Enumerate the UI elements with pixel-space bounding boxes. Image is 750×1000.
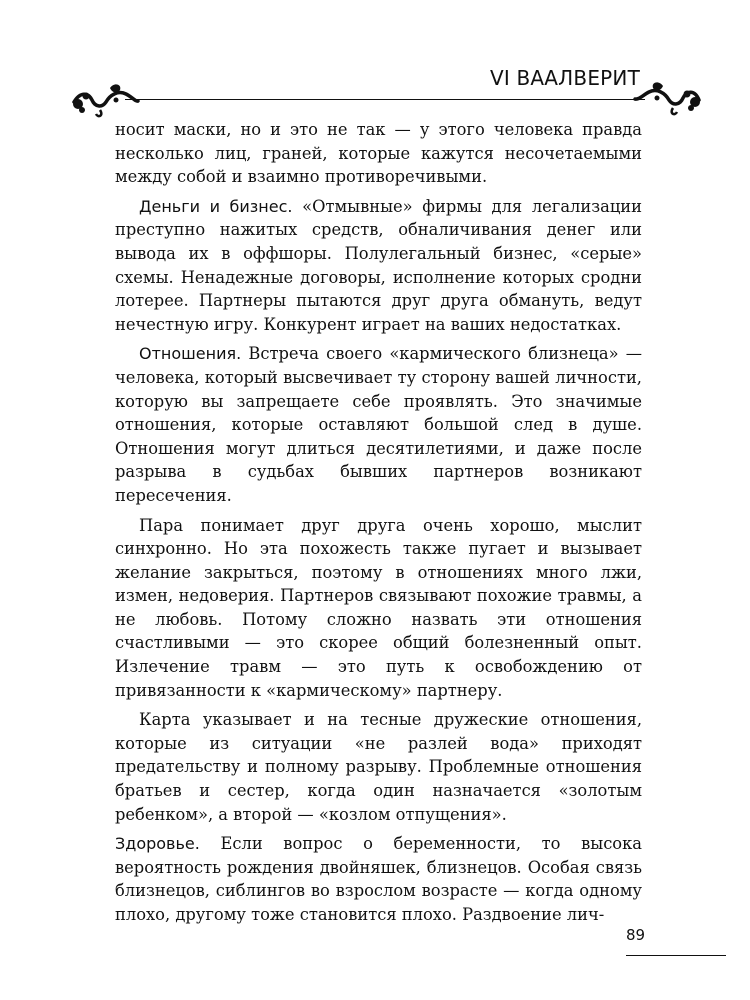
header-rule [125,99,645,100]
runin-heading-health: Здоровье. [115,834,200,854]
paragraph-health [115,832,642,926]
paragraph [115,708,642,826]
paragraph [115,118,642,189]
paragraph-text: носит маски, но и это не так — у этого человека правда несколько лиц, граней, которые кажутся несочетаемыми между собой и взаимно противоречивыми. [115,120,642,187]
footer-rule [626,955,726,956]
runin-heading-relationships: Отношения. [139,344,242,364]
floral-ornament-icon [70,80,140,120]
running-head-title: VI ВААЛВЕРИТ [489,66,640,90]
paragraph-text: Карта указывает и на тесные дружеские отношения, которые из ситуации «не разлей вода» приходят предательству и полному разрыву. Проблемные отношения братьев и сестер, когда один назначается «золотым ребенком», а второй — «козлом отпущения». [115,710,642,824]
paragraph-text: Встреча своего «кармического близнеца» — человека, который высвечивает ту сторону вашей личности, которую вы запрещаете себе проявлять. Это значимые отношения, которые оставляют большой след в душе. Отношения могут длиться десятилетиями, и даже после разрыва в судьбах бывших партнеров возникают пересечения. [115,344,642,505]
floral-ornament-icon [633,78,703,118]
paragraph-money-business [115,195,642,337]
paragraph-text: Пара понимает друг друга очень хорошо, мыслит синхронно. Но эта похожесть также пугает и вызывает желание закрыться, поэтому в отношениях много лжи, измен, недоверия. Партнеров связывают похожие травмы, а не любовь. Потому сложно назвать эти отношения счастливыми — это скорее общий болезненный опыт. Излечение травм — это путь к освобождению от привязанности к «кармическому» партнеру. [115,515,642,700]
paragraph-text: Если вопрос о беременности, то высока вероятность рождения двойняшек, близнецов. Особая связь близнецов, сиблингов во взрослом возрасте — когда одному плохо, другому тоже становится плохо. Раздвоение лич- [115,834,642,924]
runin-heading-money-business: Деньги и бизнес. [139,196,293,216]
page-number: 89 [626,926,646,944]
body-text [115,118,642,933]
paragraph-text: «Отмывные» фирмы для легализации преступно нажитых средств, обналичивания денег или вывода их в оффшоры. Полулегальный бизнес, «серые» схемы. Ненадежные договоры, исполнение которых сродни лотерее. Партнеры пытаются друг друга обмануть, ведут нечестную игру. Конкурент играет на ваших недостатках. [115,196,642,334]
paragraph-relationships [115,342,642,507]
paragraph [115,514,642,703]
